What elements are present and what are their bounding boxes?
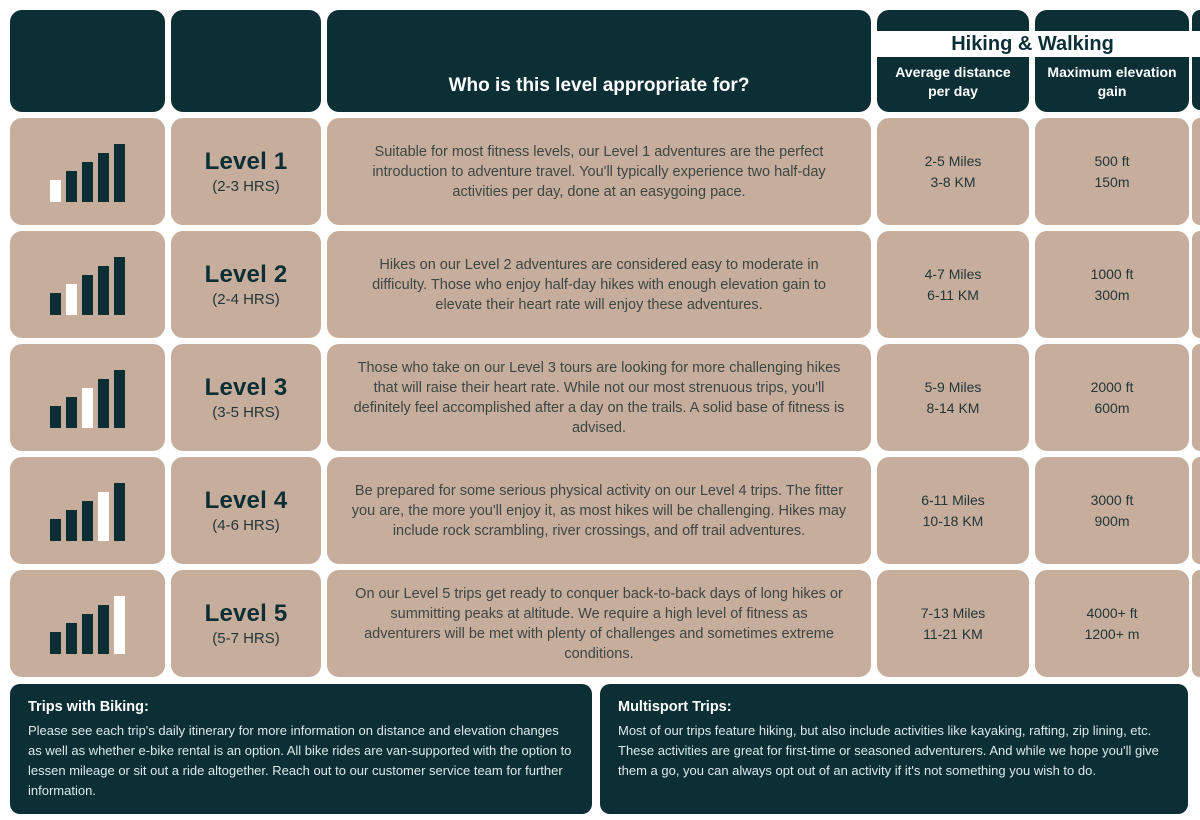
level-title: Level 2 [204, 261, 288, 288]
level-4-title-cell [171, 457, 321, 564]
level-4-description-cell [327, 457, 871, 564]
section-title: Hiking & Walking [951, 32, 1114, 55]
elevation-m: 900m [1094, 512, 1130, 529]
level-1-distance-cell [877, 118, 1029, 225]
difficulty-table [10, 10, 1189, 677]
header-level-column-spacer [171, 10, 321, 112]
distance-miles: 2-5 Miles [924, 153, 982, 170]
multisport-note-body: Most of our trips feature hiking, but also include activities like kayaking, rafting, zip lining, etc. These activities are great for first-time or seasoned adventurers. And while we hope you'll give them a go, you can always opt out of an activity if it's not something you wish to do. [618, 722, 1159, 779]
elevation-ft: 500 ft [1094, 153, 1130, 170]
level-hours: (2-3 HRS) [212, 178, 280, 195]
level-title: Level 4 [204, 487, 288, 514]
elevation-m: 150m [1094, 173, 1130, 190]
distance-miles: 6-11 Miles [921, 492, 985, 509]
who-title: Who is this level appropriate for? [448, 75, 750, 96]
level-3-title-cell [171, 344, 321, 451]
level-description: Hikes on our Level 2 adventures are considered easy to moderate in difficulty. Those who enjoy half-day hikes with enough elevation gain to elevate their heart rate will enjoy these adventures. [372, 256, 826, 313]
level-hours: (3-5 HRS) [212, 404, 280, 421]
level-5-distance-cell [877, 570, 1029, 677]
level-hours: (4-6 HRS) [212, 517, 280, 534]
biking-note-body: Please see each trip's daily itinerary for more information on distance and elevation changes as well as whether e-bike rental is an option. All bike rides are van-supported with the option to lessen mileage or sit out a ride altogether. Reach out to our customer service team for further information. [28, 722, 572, 799]
distance-miles: 7-13 Miles [920, 605, 986, 622]
multisport-note-title: Multisport Trips: [618, 699, 732, 715]
elevation-ft: 1000 ft [1090, 266, 1134, 283]
hiking-walking-band [877, 31, 1200, 57]
biking-note-title: Trips with Biking: [28, 699, 149, 715]
elevation-ft: 4000+ ft [1086, 605, 1138, 622]
cutoff-row-sliver [1192, 457, 1200, 564]
elevation-m: 1200+ m [1084, 625, 1140, 642]
header-who-cell [327, 10, 871, 112]
signal-bars-icon [50, 481, 125, 541]
level-2-distance-cell [877, 231, 1029, 338]
signal-bars-icon [50, 368, 125, 428]
biking-note-box [10, 684, 592, 814]
multisport-note-box [600, 684, 1188, 814]
cutoff-row-sliver [1192, 118, 1200, 225]
cutoff-header-sliver [1192, 10, 1200, 110]
distance-column-header: Average distance per day [895, 64, 1011, 100]
distance-km: 11-21 KM [923, 625, 983, 642]
distance-km: 8-14 KM [926, 399, 980, 416]
header-elevation-cell [1035, 10, 1189, 112]
level-title: Level 3 [204, 374, 288, 401]
level-2-title-cell [171, 231, 321, 338]
level-2-description-cell [327, 231, 871, 338]
level-5-title-cell [171, 570, 321, 677]
cutoff-row-sliver [1192, 344, 1200, 451]
elevation-m: 600m [1094, 399, 1130, 416]
header-icon-column-spacer [10, 10, 165, 112]
level-3-description-cell [327, 344, 871, 451]
signal-bars-icon [50, 255, 125, 315]
level-1-icon-cell [10, 118, 165, 225]
level-description: Suitable for most fitness levels, our Level 1 adventures are the perfect introduction to adventure travel. You'll typically experience two half-day activities per day, done at an easygoing pace. [372, 143, 826, 200]
level-4-distance-cell [877, 457, 1029, 564]
level-title: Level 5 [204, 600, 288, 627]
level-5-elevation-cell [1035, 570, 1189, 677]
level-description: Those who take on our Level 3 tours are looking for more challenging hikes that will raise their heart rate. While not our most strenuous trips, you'll definitely feel accomplished after a day on the trails. A solid base of fitness is advised. [353, 359, 845, 436]
cutoff-row-sliver [1192, 231, 1200, 338]
level-5-description-cell [327, 570, 871, 677]
signal-bars-icon [50, 594, 125, 654]
level-2-icon-cell [10, 231, 165, 338]
level-2-elevation-cell [1035, 231, 1189, 338]
level-3-elevation-cell [1035, 344, 1189, 451]
cutoff-row-sliver [1192, 570, 1200, 677]
level-hours: (5-7 HRS) [212, 630, 280, 647]
level-5-icon-cell [10, 570, 165, 677]
elevation-column-header: Maximum elevation gain [1047, 64, 1177, 100]
elevation-ft: 2000 ft [1090, 379, 1134, 396]
level-3-distance-cell [877, 344, 1029, 451]
level-hours: (2-4 HRS) [212, 291, 280, 308]
level-description: On our Level 5 trips get ready to conquer back-to-back days of long hikes or summitting peaks at altitude. We require a high level of fitness as adventurers will be met with plenty of challenges and sometimes extreme conditions. [355, 585, 843, 662]
level-description: Be prepared for some serious physical activity on our Level 4 trips. The fitter you are, the more you'll enjoy it, as most hikes will be challenging. Hikes may include rock scrambling, river crossings, and off trail adventures. [351, 482, 847, 539]
distance-miles: 5-9 Miles [924, 379, 982, 396]
elevation-ft: 3000 ft [1090, 492, 1134, 509]
elevation-m: 300m [1094, 286, 1130, 303]
distance-km: 10-18 KM [922, 512, 984, 529]
level-title: Level 1 [204, 148, 288, 175]
level-1-title-cell [171, 118, 321, 225]
header-distance-cell [877, 10, 1029, 112]
level-4-elevation-cell [1035, 457, 1189, 564]
level-4-icon-cell [10, 457, 165, 564]
level-1-description-cell [327, 118, 871, 225]
level-3-icon-cell [10, 344, 165, 451]
signal-bars-icon [50, 142, 125, 202]
distance-km: 3-8 KM [930, 173, 976, 190]
distance-km: 6-11 KM [927, 286, 979, 303]
level-1-elevation-cell [1035, 118, 1189, 225]
distance-miles: 4-7 Miles [924, 266, 982, 283]
